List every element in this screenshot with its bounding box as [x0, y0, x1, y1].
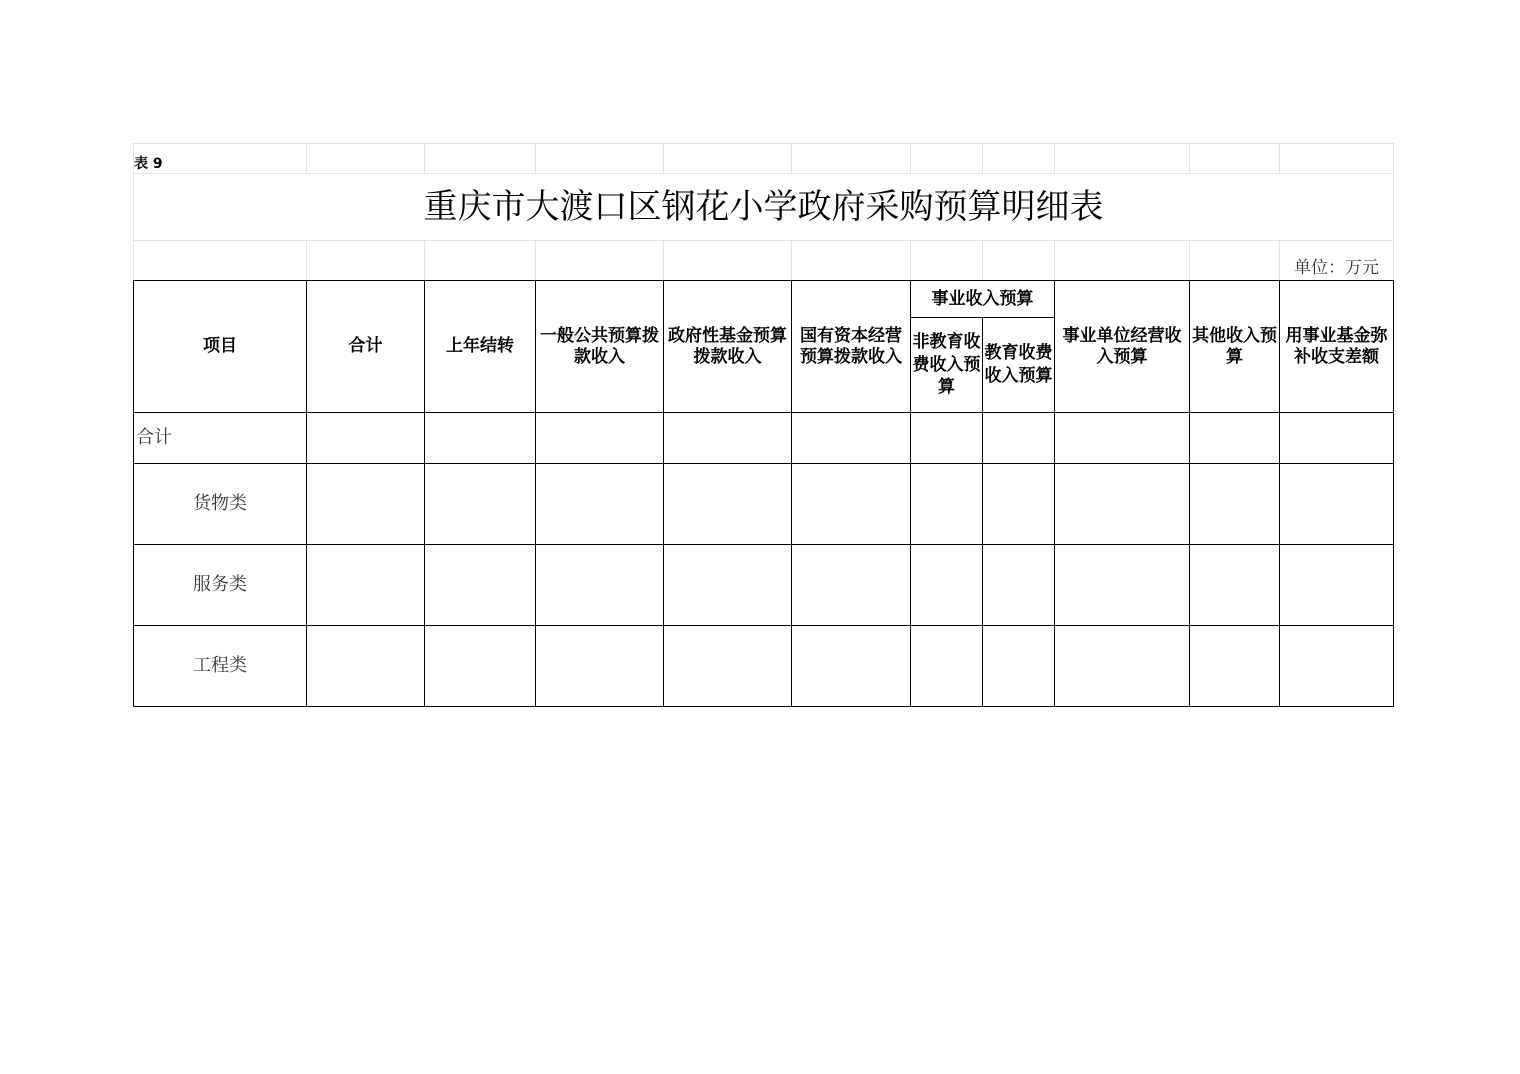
page-title: 重庆市大渡口区钢花小学政府采购预算明细表	[134, 174, 1394, 241]
header-fund-make-up: 用事业基金弥补收支差额	[1280, 281, 1394, 413]
header-general-public: 一般公共预算拨款收入	[536, 281, 664, 413]
table-row	[134, 545, 1394, 626]
header-gov-fund: 政府性基金预算拨款收入	[664, 281, 792, 413]
header-operating-income: 事业单位经营收入预算	[1055, 281, 1190, 413]
row-label-services: 服务类	[134, 545, 307, 626]
header-row-1	[134, 281, 1394, 318]
unit-label: 单位：万元	[1280, 241, 1394, 281]
table-row	[134, 413, 1394, 464]
header-non-edu-fee: 非教育收费收入预算	[911, 318, 983, 413]
header-state-capital: 国有资本经营预算拨款收入	[792, 281, 911, 413]
header-other-income: 其他收入预算	[1190, 281, 1280, 413]
header-edu-fee: 教育收费收入预算	[983, 318, 1055, 413]
header-project: 项目	[134, 281, 307, 413]
title-row	[134, 174, 1394, 241]
header-total: 合计	[307, 281, 425, 413]
spreadsheet	[133, 143, 1393, 707]
table-label-row	[134, 144, 1394, 174]
row-label-total: 合计	[134, 413, 307, 464]
row-label-goods: 货物类	[134, 464, 307, 545]
row-label-engineering: 工程类	[134, 626, 307, 707]
budget-table	[133, 143, 1394, 707]
table-row	[134, 464, 1394, 545]
header-business-income: 事业收入预算	[911, 281, 1055, 318]
table-label: 表 9	[134, 144, 307, 174]
table-row	[134, 626, 1394, 707]
unit-row	[134, 241, 1394, 281]
header-carryover: 上年结转	[425, 281, 536, 413]
